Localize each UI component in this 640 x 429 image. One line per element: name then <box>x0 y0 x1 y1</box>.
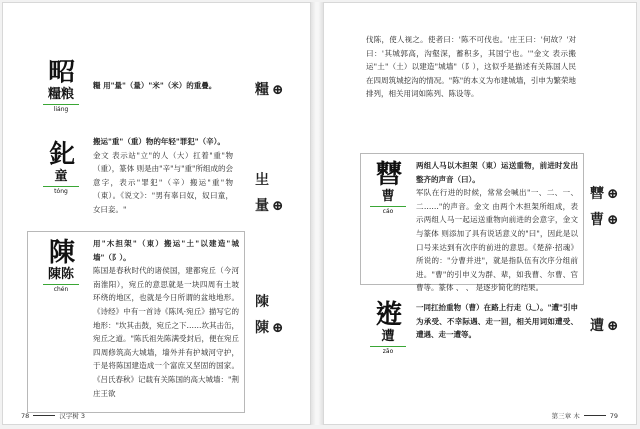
seal-script-glyph: 𣍘 <box>375 160 400 190</box>
seal-script-glyph: 𨤽 <box>48 140 73 170</box>
entry-liang-glyph <box>37 59 85 114</box>
seal-script-glyph: 𨔼 <box>375 300 400 330</box>
footer-rule <box>584 415 606 416</box>
pinyin-label: cáo <box>370 206 406 216</box>
seal-script-glyph: 陳 <box>48 238 73 268</box>
pinyin-label: tóng <box>43 186 79 196</box>
side-glyph: 糧 ⊕ <box>255 82 283 98</box>
traditional-character: 遭 <box>381 329 395 344</box>
side-glyph: 陳 ⊕ <box>255 320 283 336</box>
entry-chen-text <box>93 237 239 409</box>
traditional-character: 糧粮 <box>47 87 74 102</box>
continued-text <box>366 33 576 101</box>
entry-tong-glyph <box>37 141 85 196</box>
seal-script-glyph: 𤱠 <box>48 58 73 88</box>
entry-tong-text <box>93 135 233 217</box>
side-glyph: 𤯓 <box>255 172 268 188</box>
traditional-character: 曹 <box>381 189 395 204</box>
entry-definition: 一同扛抬重物（曹）在路上行走（辶）。"遭"引申为承受、不幸际遇、走一回，相关用词如遭受、遭遇、走一遭等。 <box>416 303 578 340</box>
pinyin-label: zāo <box>370 346 406 356</box>
side-glyph: 量 ⊕ <box>255 198 283 214</box>
traditional-character: 童 <box>54 169 68 184</box>
pinyin-label: liáng <box>43 104 79 114</box>
entry-cao-glyph <box>364 161 412 216</box>
entry-chen-glyph <box>37 239 85 294</box>
entry-zao-glyph <box>364 301 412 356</box>
entry-explanation: 陈国是春秋时代的诸侯国，建都宛丘（今河南淮阳），宛丘的意思就是一块四周有土坡环绕的地区，也就是今日所谓的盆地地形。《诗经》中有一首诗《陈风·宛丘》描写它的地形："坎其击鼓，宛丘之下……坎其击缶，宛丘之道。"陈氏祖先陈满受封后，便在宛丘四周修筑高大城墙，墙外并有护城河守护，于是将陈国建造成一个富庶又坚固的国家。《吕氏春秋》记载有关陈国的高大城墙："荆庄王欲 <box>93 266 239 398</box>
entry-zao-text <box>416 301 578 342</box>
entry-explanation: 军队在行进的时候，常常会喊出"一、二、一、二……"的声音。金文 由两个木担架所组成，表示两组人马一起运送重物向前进的会意字，金文 与篆体 则添加了具有说话意义的"曰"，因此是以口号来达到有次序的前进的意思。《楚辞·招魂》所说的："分曹并进"，就是指队伍有次序分组前进。"曹"的引申义为群、辈，如我曹、尔曹、官曹等。篆体 、 、 是逐步简化的结果。 <box>416 188 578 293</box>
page-footer <box>21 411 85 420</box>
entry-definition: 搬运"重"（重）物的年轻"罪犯"（辛）。 <box>93 137 225 146</box>
left-page <box>2 2 311 425</box>
right-page <box>323 2 637 425</box>
side-glyph: 𣍘 ⊕ <box>590 186 618 202</box>
side-glyph: 𨻰 <box>255 294 268 310</box>
entry-definition: 糧 用"量"（量）"米"（米）的重疊。 <box>93 81 217 90</box>
traditional-character: 陳陈 <box>47 267 74 282</box>
entry-liang-text <box>93 79 233 93</box>
side-glyph: 曹 ⊕ <box>590 212 618 228</box>
book-title: 汉字树 3 <box>59 412 85 420</box>
chapter-label: 第三章 木 <box>551 412 580 420</box>
book-gutter <box>311 2 323 425</box>
entry-explanation: 金文 表示站"立"的人（大）扛着"重"物（重），篆体 则是由"辛"与"重"所组成的会意字，表示"罪犯"（辛）搬运"重"物（東）。《说文》："男有辜曰奴，奴曰童，女曰妾。" <box>93 150 233 214</box>
side-glyph: 遭 ⊕ <box>590 318 618 334</box>
pinyin-label: chén <box>43 284 79 294</box>
page-number: 78 <box>21 411 30 420</box>
continued-paragraph: 伐陈，使人视之。使者曰：'陈不可伐也。'庄王曰：'何故？'对曰：'其城郭高，沟壑深，蓄积多，其国宁也。'"金文 表示搬运"土"（土）以建造"城墙"（阝），这似乎是描述有关陈国人民在四周筑城挖沟的情况。"陈"的本义为布建城墙，引申为繁荣地排列，相关用词如陈列、陈设等。 <box>366 35 576 99</box>
footer-rule <box>33 415 55 416</box>
page-footer <box>552 411 618 420</box>
page-number: 79 <box>609 411 618 420</box>
entry-definition: 两组人马以木担架（東）运送重物，前进时发出整齐的声音（曰）。 <box>416 161 578 184</box>
entry-definition: 用"木担架"（東）搬运"土"以建造"城墙"（阝）。 <box>93 239 239 262</box>
entry-cao-text <box>416 159 578 293</box>
